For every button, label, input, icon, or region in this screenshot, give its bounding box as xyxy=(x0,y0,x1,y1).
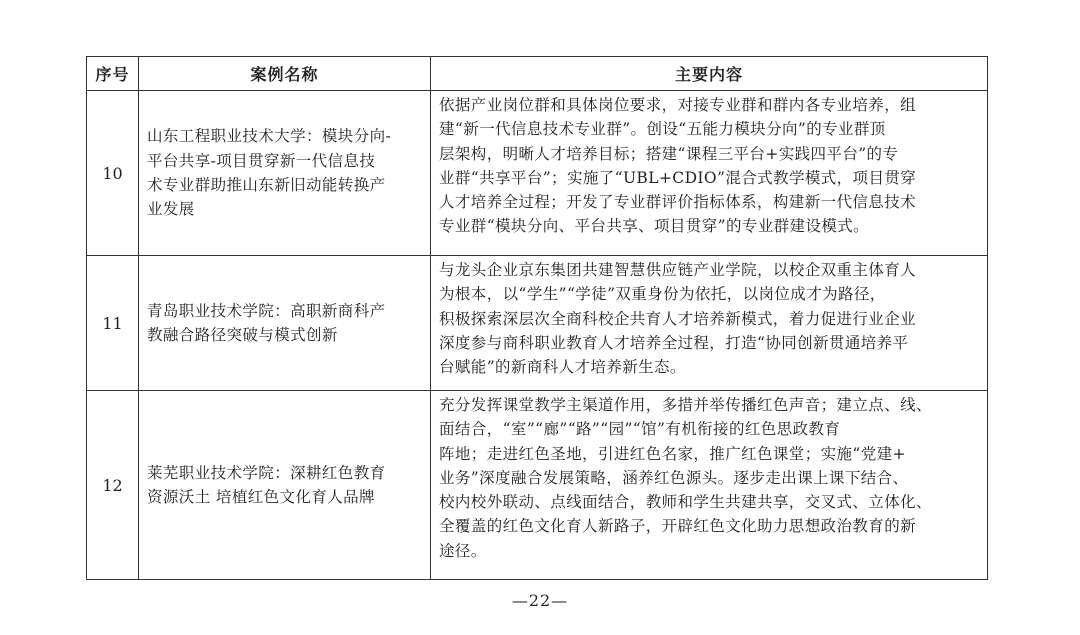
content-line: 业群“共享平台”；实施了“UBL+CDIO”混合式教学模式，项目贯穿 xyxy=(439,168,917,187)
row-case-name xyxy=(139,391,431,580)
case-name-line: 平台共享-项目贯穿新一代信息技 xyxy=(147,151,376,170)
content-line: 为根本，以“学生”“学徒”双重身份为依托，以岗位成才为路径， xyxy=(439,285,886,304)
row-main-content xyxy=(431,391,988,580)
row-serial-number: 11 xyxy=(87,256,139,391)
content-line: 深度参与商科职业教育人才培养全过程，打造“协同创新贯通培养平 xyxy=(439,333,909,352)
page-number: —22— xyxy=(511,591,569,610)
row-serial-number: 10 xyxy=(87,91,139,256)
row-case-name xyxy=(139,256,431,391)
content-line: 阵地；走进红色圣地，引进红色名家，推广红色课堂；实施“党建+ xyxy=(439,444,906,463)
content-line: 业务”深度融合发展策略，涵养红色源头。逐步走出课上课下结合、 xyxy=(439,468,909,487)
case-name-line: 青岛职业技术学院：高职新商科产 xyxy=(147,301,386,320)
case-name-line: 教融合路径突破与模式创新 xyxy=(147,326,338,344)
content-line: 依据产业岗位群和具体岗位要求，对接专业群和群内各专业培养，组 xyxy=(439,96,917,114)
case-name-line: 术专业群助推山东新旧动能转换产 xyxy=(147,176,386,194)
content-line: 校内校外联动、点线面结合，教师和学生共建共享，交叉式、立体化、 xyxy=(439,493,932,512)
table-row xyxy=(87,91,988,256)
row-main-content xyxy=(431,256,988,391)
row-case-name xyxy=(139,91,431,256)
content-line: 人才培养全过程；开发了专业群评价指标体系，构建新一代信息技术 xyxy=(439,193,917,212)
table-row xyxy=(87,391,988,580)
content-line: 充分发挥课堂教学主渠道作用，多措并举传播红色声音；建立点、线、 xyxy=(439,396,932,414)
content-line: 专业群“模块分向、平台共享、项目贯穿”的专业群建设模式。 xyxy=(439,217,870,236)
content-line: 与龙头企业京东集团共建智慧供应链产业学院，以校企双重主体育人 xyxy=(439,261,917,279)
content-line: 建“新一代信息技术专业群”。创设“五能力模块分向”的专业群顶 xyxy=(439,120,886,139)
content-line: 积极探索深层次全商科校企共育人才培养新模式，着力促进行业企业 xyxy=(439,309,917,328)
row-main-content xyxy=(431,91,988,256)
content-line: 层架构，明晰人才培养目标；搭建“课程三平台+实践四平台”的专 xyxy=(439,144,899,163)
content-line: 面结合，“室”“廊”“路”“园”“馆”有机衔接的红色思政教育 xyxy=(439,420,841,439)
content-line: 途径。 xyxy=(439,541,487,560)
content-line: 台赋能”的新商科人才培养新生态。 xyxy=(439,358,686,377)
header-serial-number: 序号 xyxy=(87,57,139,91)
case-name-line: 资源沃土 培植红色文化育人品牌 xyxy=(147,488,375,506)
content-line: 全覆盖的红色文化育人新路子，开辟红色文化助力思想政治教育的新 xyxy=(439,517,917,536)
header-case-name: 案例名称 xyxy=(139,57,431,91)
case-table-container xyxy=(86,56,987,580)
case-name-line: 山东工程职业技术大学：模块分向- xyxy=(147,127,392,146)
row-serial-number: 12 xyxy=(87,391,139,580)
case-name-line: 业发展 xyxy=(147,200,195,219)
table-header-row xyxy=(87,57,988,91)
table-row xyxy=(87,256,988,391)
case-name-line: 莱芜职业技术学院：深耕红色教育 xyxy=(147,463,386,482)
header-main-content: 主要内容 xyxy=(431,57,988,91)
case-table xyxy=(86,56,988,580)
